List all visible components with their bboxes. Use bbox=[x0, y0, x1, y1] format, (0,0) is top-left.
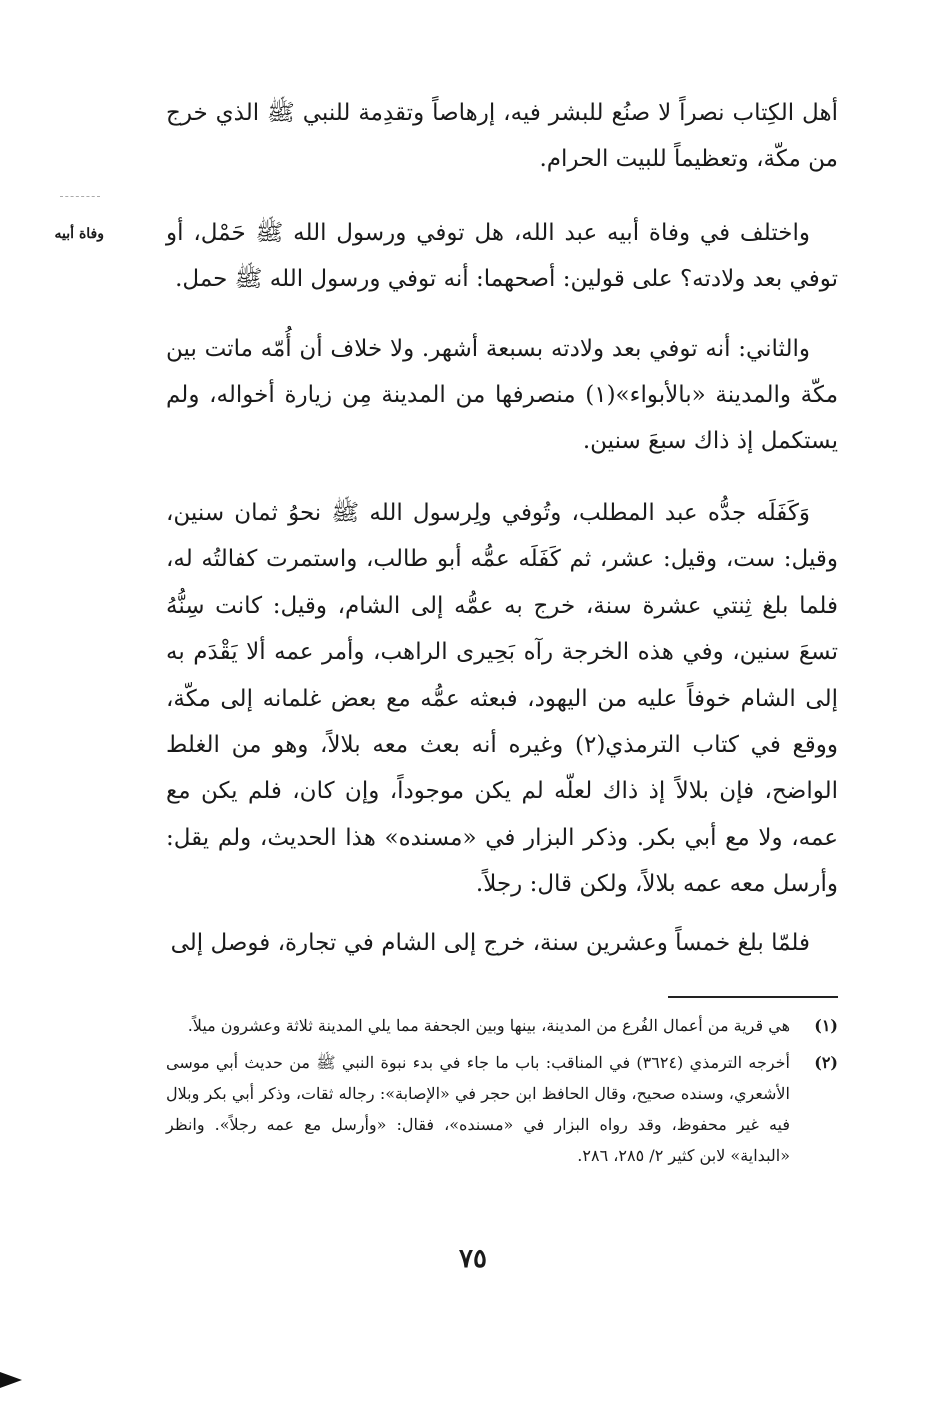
paragraph-5: فلمّا بلغ خمساً وعشرين سنة، خرج إلى الشام في تجارة، فوصل إلى bbox=[170, 930, 810, 956]
corner-arrow-icon bbox=[0, 1372, 22, 1388]
footnote-number: (٢) bbox=[814, 1053, 838, 1072]
footnote-separator bbox=[668, 996, 838, 998]
footnotes bbox=[166, 1010, 838, 1177]
paragraph-3: والثاني: أنه توفي بعد ولادته بسبعة أشهر. ولا خلاف أن أُمّه ماتت بين مكّة والمدينة «بالأبواء»(١) منصرفها من المدينة مِن زيارة أخواله، ولم يستكمل إذ ذاك سبعَ سنين. bbox=[166, 336, 839, 454]
margin-divider bbox=[60, 196, 100, 197]
footnote-text: أخرجه الترمذي (٣٦٢٤) في المناقب: باب ما جاء في بدء نبوة النبي ﷺ من حديث أبي موسى الأشعري، وسنده صحيح، وقال الحافظ ابن حجر في «الإصابة»: رجاله ثقات، وذكر أبي بكر وبلال فيه غير محفوظ، وقد رواه البزار في «مسنده»، فقال: «وأرسل مع عمه رجلاً». وانظر «البداية» لابن كثير ٢/ ٢٨٥، ٢٨٦. bbox=[166, 1053, 790, 1165]
footnote-2 bbox=[166, 1047, 838, 1171]
footnote-1 bbox=[166, 1010, 838, 1041]
paragraph-2: واختلف في وفاة أبيه عبد الله، هل توفي ورسول الله ﷺ حَمْل، أو توفي بعد ولادته؟ على قولين: أصحهما: أنه توفي ورسول الله ﷺ حمل. bbox=[166, 220, 838, 292]
margin-note: وفاة أبيه bbox=[54, 226, 104, 242]
paragraph-1: أهل الكِتاب نصراً لا صنُع للبشر فيه، إرهاصاً وتقدِمة للنبي ﷺ الذي خرج من مكّة، وتعظيماً للبيت الحرام. bbox=[166, 100, 838, 172]
page-number: ٧٥ bbox=[459, 1244, 487, 1274]
footnote-text: هي قرية من أعمال الفُرع من المدينة، بينها وبين الجحفة مما يلي المدينة ثلاثة وعشرون ميلاً. bbox=[187, 1016, 790, 1035]
paragraph-4: وَكَفَلَه جدُّه عبد المطلب، وتُوفي ولِرسول الله ﷺ نحوُ ثمان سنين، وقيل: ست، وقيل: عشر، ثم كَفَلَه عمُّه أبو طالب، واستمرت كفالتُه له، فلما بلغ ثِنتي عشرة سنة، خرج به عمُّه إلى الشام، وقيل: كانت سِنُّهُ تسعَ سنين، وفي هذه الخرجة رآه بَحِيرى الراهب، وأمر عمه ألا يَقْدَم به إلى الشام خوفاً عليه من اليهود، فبعثه عمُّه مع بعض غلمانه إلى مكّة، ووقع في كتاب الترمذي(٢) وغيره أنه بعث معه بلالاً، وهو من الغلط الواضح، فإن بلالاً إذ ذاك لعلّه لم يكن موجوداً، وإن كان، فلم يكن مع عمه، ولا مع أبي بكر. وذكر البزار في «مسنده» هذا الحديث، ولم يقل: وأرسل معه عمه بلالاً، ولكن قال: رجلاً. bbox=[166, 500, 838, 898]
footnote-number: (١) bbox=[814, 1016, 838, 1035]
